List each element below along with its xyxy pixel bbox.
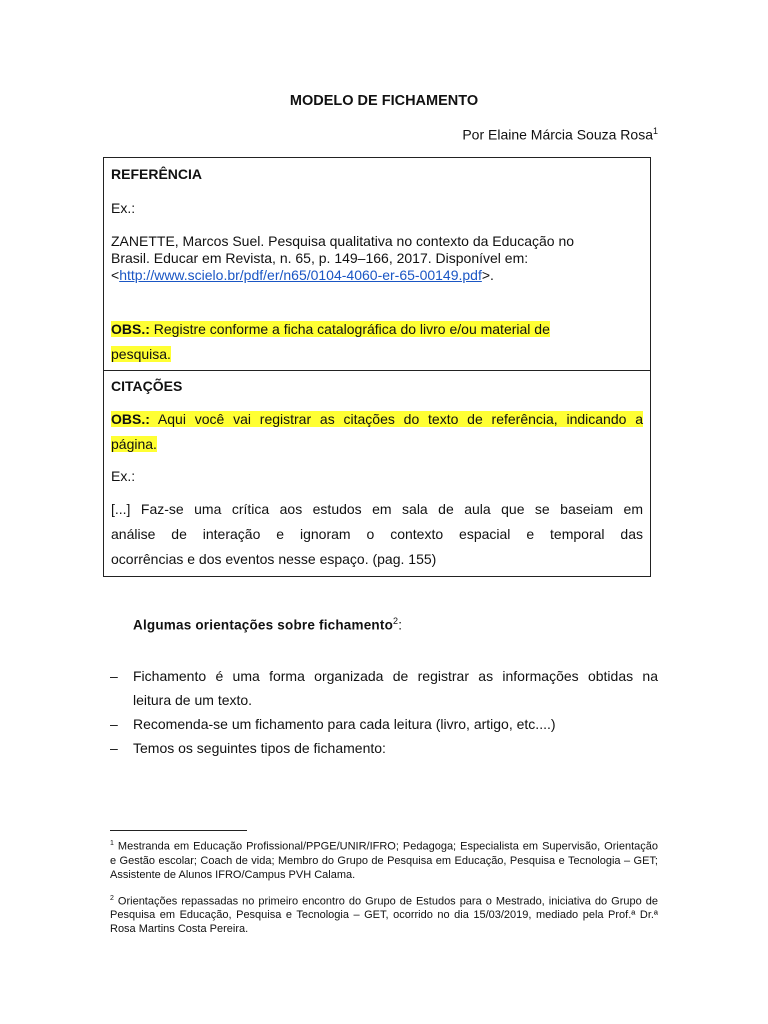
referencia-heading: REFERÊNCIA [111,166,203,182]
referencia-ex-label: Ex.: [111,200,136,216]
citacoes-obs-line-1: OBS.: Aqui você vai registrar as citações do texto de referência, indicando a [111,411,643,427]
referencia-obs-line-2: pesquisa. [111,346,171,362]
referencia-obs-line-1: OBS.: Registre conforme a ficha catalográfica do livro e/ou material de [111,321,550,337]
footnote-1: $^1$ Mestranda em Educação Profissional/PPGE/UNIR/IFRO; Pedagoga; Especialista em Supervisão, Orientação e Gestão escolar; Coach de vida; Membro do Grupo de Pesquisa em Educação, Pesquisa e Tecnologia – GET; Assistente de Alunos IFRO/Campus PVH Calama. [110,840,658,881]
quote-line-2: análise de interação e ignoram o contexto espacial e temporal das [111,526,643,542]
referencia-box [103,157,651,371]
citacoes-heading: CITAÇÕES [111,378,183,394]
referencia-obs-label: OBS.: [111,321,150,337]
citacoes-box [103,370,651,577]
author-name: Por Elaine Márcia Souza Rosa [462,126,653,143]
quote-line-3: ocorrências e dos eventos nesse espaço. (pag. 155) [111,551,437,567]
citation-line-2: Brasil. Educar em Revista, n. 65, p. 149–166, 2017. Disponível em: [111,250,529,266]
citation-line-1: ZANETTE, Marcos Suel. Pesquisa qualitativa no contexto da Educação no [111,233,575,249]
citacoes-ex-label: Ex.: [111,468,136,484]
citacoes-obs-line-2: página. [111,436,157,452]
list-item: – Fichamento é uma forma organizada de registrar as informações obtidas na leitura de um texto. [110,664,658,712]
dash-bullet: – [110,716,118,732]
footnote-separator [110,830,247,831]
citacoes-obs-label: OBS.: [111,411,150,427]
document-title: MODELO DE FICHAMENTO [289,93,479,109]
orientacoes-footnote-mark: 2 [393,616,399,626]
dash-bullet: – [110,740,118,756]
referencia-obs [111,317,643,367]
orientacoes-title: Algumas orientações sobre fichamento$^2$: [133,616,403,633]
link-prefix: < [111,267,120,283]
dash-bullet: – [110,668,118,684]
author-line [462,126,658,143]
scielo-link[interactable]: http://www.scielo.br/pdf/er/n65/0104-4060-er-65-00149.pdf [119,267,482,283]
citacoes-quote [111,497,643,572]
referencia-citation [111,233,643,284]
list-item: – Recomenda-se um fichamento para cada leitura (livro, artigo, etc....) [110,712,658,736]
citacoes-obs [111,407,643,457]
orientacoes-list [110,664,658,760]
list-item: – Temos os seguintes tipos de fichamento: [110,736,658,760]
footnote-2: $^2$ Orientações repassadas no primeiro encontro do Grupo de Estudos para o Mestrado, iniciativa do Grupo de Pesquisa em Educação, Pesquisa e Tecnologia – GET, ocorrido no dia 15/03/2019, mediado pela Prof.ª Dr.ª Rosa Martins Costa Pereira. [110,894,658,936]
citation-line-3 [111,267,643,284]
footnotes [110,837,658,946]
author-footnote-mark: 1 [652,126,658,136]
quote-line-1: [...] Faz-se uma crítica aos estudos em sala de aula que se baseiam em [111,501,643,517]
link-suffix: >. [481,267,494,283]
